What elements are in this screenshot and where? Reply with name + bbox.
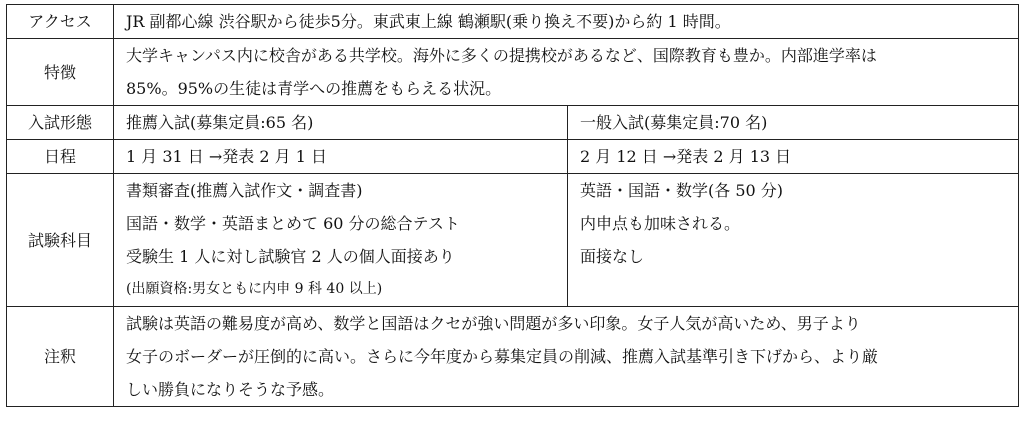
notes-line: 試験は英語の難易度が高め、数学と国語はクセが強い問題が多い印象。女子人気が高いため、男子より — [126, 314, 861, 333]
features-value — [114, 39, 1019, 106]
notes-row — [7, 307, 1019, 407]
recommendation-schedule: 1 月 31 日 →発表 2 月 1 日 — [114, 140, 568, 174]
general-subject-line: 英語・国語・数学(各 50 分) — [580, 181, 784, 200]
features-line: 85%。95%の生徒は青学への推薦をもらえる状況。 — [126, 79, 502, 98]
recommendation-subjects — [114, 174, 568, 307]
general-exam-header: 一般入試(募集定員:70 名) — [568, 106, 1019, 140]
exam-type-row — [7, 106, 1019, 140]
recommendation-subject-line: 書類審査(推薦入試作文・調査書) — [126, 181, 363, 200]
notes-line: 女子のボーダーが圧倒的に高い。さらに今年度から募集定員の削減、推薦入試基準引き下げから、より厳 — [126, 347, 879, 366]
recommendation-exam-header: 推薦入試(募集定員:65 名) — [114, 106, 568, 140]
notes-label: 注釈 — [7, 307, 114, 407]
general-subject-line: 面接なし — [580, 247, 645, 266]
recommendation-subject-line: 受験生 1 人に対し試験官 2 人の個人面接あり — [126, 247, 455, 266]
features-row — [7, 39, 1019, 106]
notes-value — [114, 307, 1019, 407]
schedule-label: 日程 — [7, 140, 114, 174]
school-info-table — [6, 4, 1019, 407]
general-subjects — [568, 174, 1019, 307]
subjects-label: 試験科目 — [7, 174, 114, 307]
eligibility-note: (出願資格:男女ともに内申 9 科 40 以上) — [126, 281, 383, 297]
exam-type-label: 入試形態 — [7, 106, 114, 140]
features-line: 大学キャンパス内に校舎がある共学校。海外に多くの提携校があるなど、国際教育も豊か。内部進学率は — [126, 46, 877, 65]
subjects-row — [7, 174, 1019, 307]
access-row — [7, 5, 1019, 39]
general-subject-line: 内申点も加味される。 — [580, 214, 741, 233]
recommendation-subject-line: 国語・数学・英語まとめて 60 分の総合テスト — [126, 214, 460, 233]
access-label: アクセス — [7, 5, 114, 39]
notes-line: しい勝負になりそうな予感。 — [126, 380, 335, 399]
access-value: JR 副都心線 渋谷駅から徒歩5分。東武東上線 鶴瀬駅(乗り換え不要)から約 1 時間。 — [114, 5, 1019, 39]
general-schedule: 2 月 12 日 →発表 2 月 13 日 — [568, 140, 1019, 174]
schedule-row — [7, 140, 1019, 174]
features-label: 特徴 — [7, 39, 114, 106]
